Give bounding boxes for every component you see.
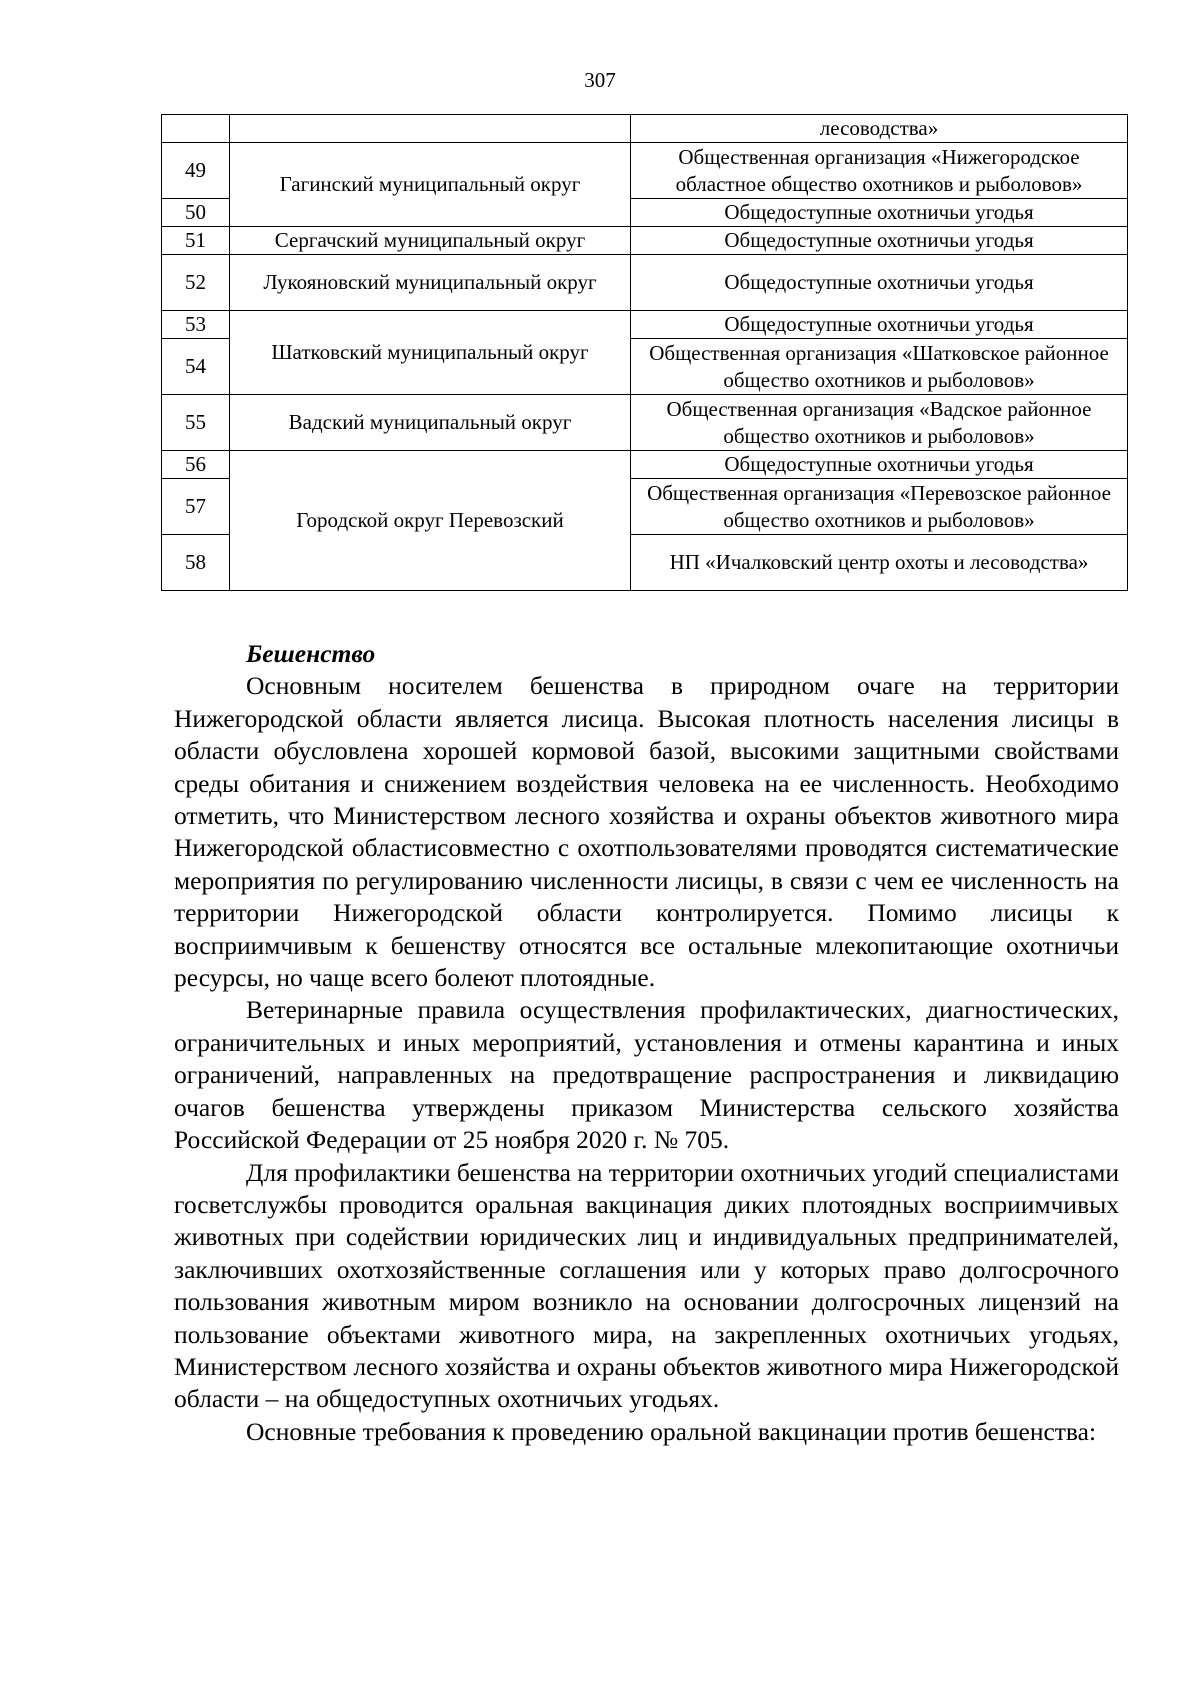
table-row: [162, 227, 1128, 255]
hunting-user-cell: Общественная организация «Нижегородское областное общество охотников и рыболовов»: [631, 143, 1128, 199]
hunting-user-cell: Общедоступные охотничьи угодья: [631, 227, 1128, 255]
row-number: 50: [162, 199, 230, 227]
table-row: [162, 451, 1128, 479]
hunting-user-cell: Общественная организация «Перевозское районное общество охотников и рыболовов»: [631, 479, 1128, 535]
table-row: [162, 311, 1128, 339]
paragraph: Для профилактики бешенства на территории охотничьих угодий специалистами госветслужбы проводится оральная вакцинация диких плотоядных восприимчивых животных при содействии юридических лиц и индивидуальных предпринимателей, заключивших охотхозяйственные соглашения или у которых право долгосрочного пользования животным миром возникло на основании долгосрочных лицензий на пользование объектами животного мира, на закрепленных охотничьих угодьях, Министерством лесного хозяйства и охраны объектов животного мира Нижегородской области – на общедоступных охотничьих угодьях.: [174, 1157, 1119, 1414]
body-text: [174, 638, 1119, 1448]
row-number: 58: [162, 535, 230, 591]
table-row: [162, 255, 1128, 311]
hunting-user-cell: Общедоступные охотничьи угодья: [631, 451, 1128, 479]
paragraph: Основные требования к проведению оральной вакцинации против бешенства:: [246, 1416, 1097, 1446]
section-heading: Бешенство: [246, 639, 376, 668]
district-cell: Городской округ Перевозский: [230, 451, 631, 591]
row-number: [162, 115, 230, 143]
hunting-grounds-table: [161, 114, 1128, 591]
row-number: 57: [162, 479, 230, 535]
row-number: 52: [162, 255, 230, 311]
row-number: 49: [162, 143, 230, 199]
hunting-user-cell: Общественная организация «Вадское районное общество охотников и рыболовов»: [631, 395, 1128, 451]
row-number: 51: [162, 227, 230, 255]
district-cell: Сергачский муниципальный округ: [230, 227, 631, 255]
district-cell: Вадский муниципальный округ: [230, 395, 631, 451]
table-row: [162, 143, 1128, 199]
hunting-user-cell: НП «Ичалковский центр охоты и лесоводства»: [631, 535, 1128, 591]
district-cell: Лукояновский муниципальный округ: [230, 255, 631, 311]
row-number: 55: [162, 395, 230, 451]
paragraph: Ветеринарные правила осуществления профилактических, диагностических, ограничительных и иных мероприятий, установления и отмены карантина и иных ограничений, направленных на предотвращение распространения и ликвидацию очагов бешенства утверждены приказом Министерства сельского хозяйства Российской Федерации от 25 ноября 2020 г. № 705.: [174, 995, 1119, 1155]
hunting-user-cell: лесоводства»: [631, 115, 1128, 143]
hunting-user-cell: Общественная организация «Шатковское районное общество охотников и рыболовов»: [631, 339, 1128, 395]
row-number: 53: [162, 311, 230, 339]
district-cell: Шатковский муниципальный округ: [230, 311, 631, 395]
district-cell: [230, 115, 631, 143]
hunting-user-cell: Общедоступные охотничьи угодья: [631, 199, 1128, 227]
table-row: [162, 115, 1128, 143]
district-cell: Гагинский муниципальный округ: [230, 143, 631, 227]
hunting-user-cell: Общедоступные охотничьи угодья: [631, 255, 1128, 311]
page-number: 307: [584, 68, 616, 92]
table-row: [162, 395, 1128, 451]
hunting-user-cell: Общедоступные охотничьи угодья: [631, 311, 1128, 339]
row-number: 56: [162, 451, 230, 479]
paragraph: Основным носителем бешенства в природном очаге на территории Нижегородской области является лисица. Высокая плотность населения лисицы в области обусловлена хорошей кормовой базой, высокими защитными свойствами среды обитания и снижением воздействия человека на ее численность. Необходимо отметить, что Министерством лесного хозяйства и охраны объектов животного мира Нижегородской областисовместно с охотпользователями проводятся систематические мероприятия по регулированию численности лисицы, в связи с чем ее численность на территории Нижегородской области контролируется. Помимо лисицы к восприимчивым к бешенству относятся все остальные млекопитающие охотничьи ресурсы, но чаще всего болеют плотоядные.: [174, 671, 1119, 993]
row-number: 54: [162, 339, 230, 395]
